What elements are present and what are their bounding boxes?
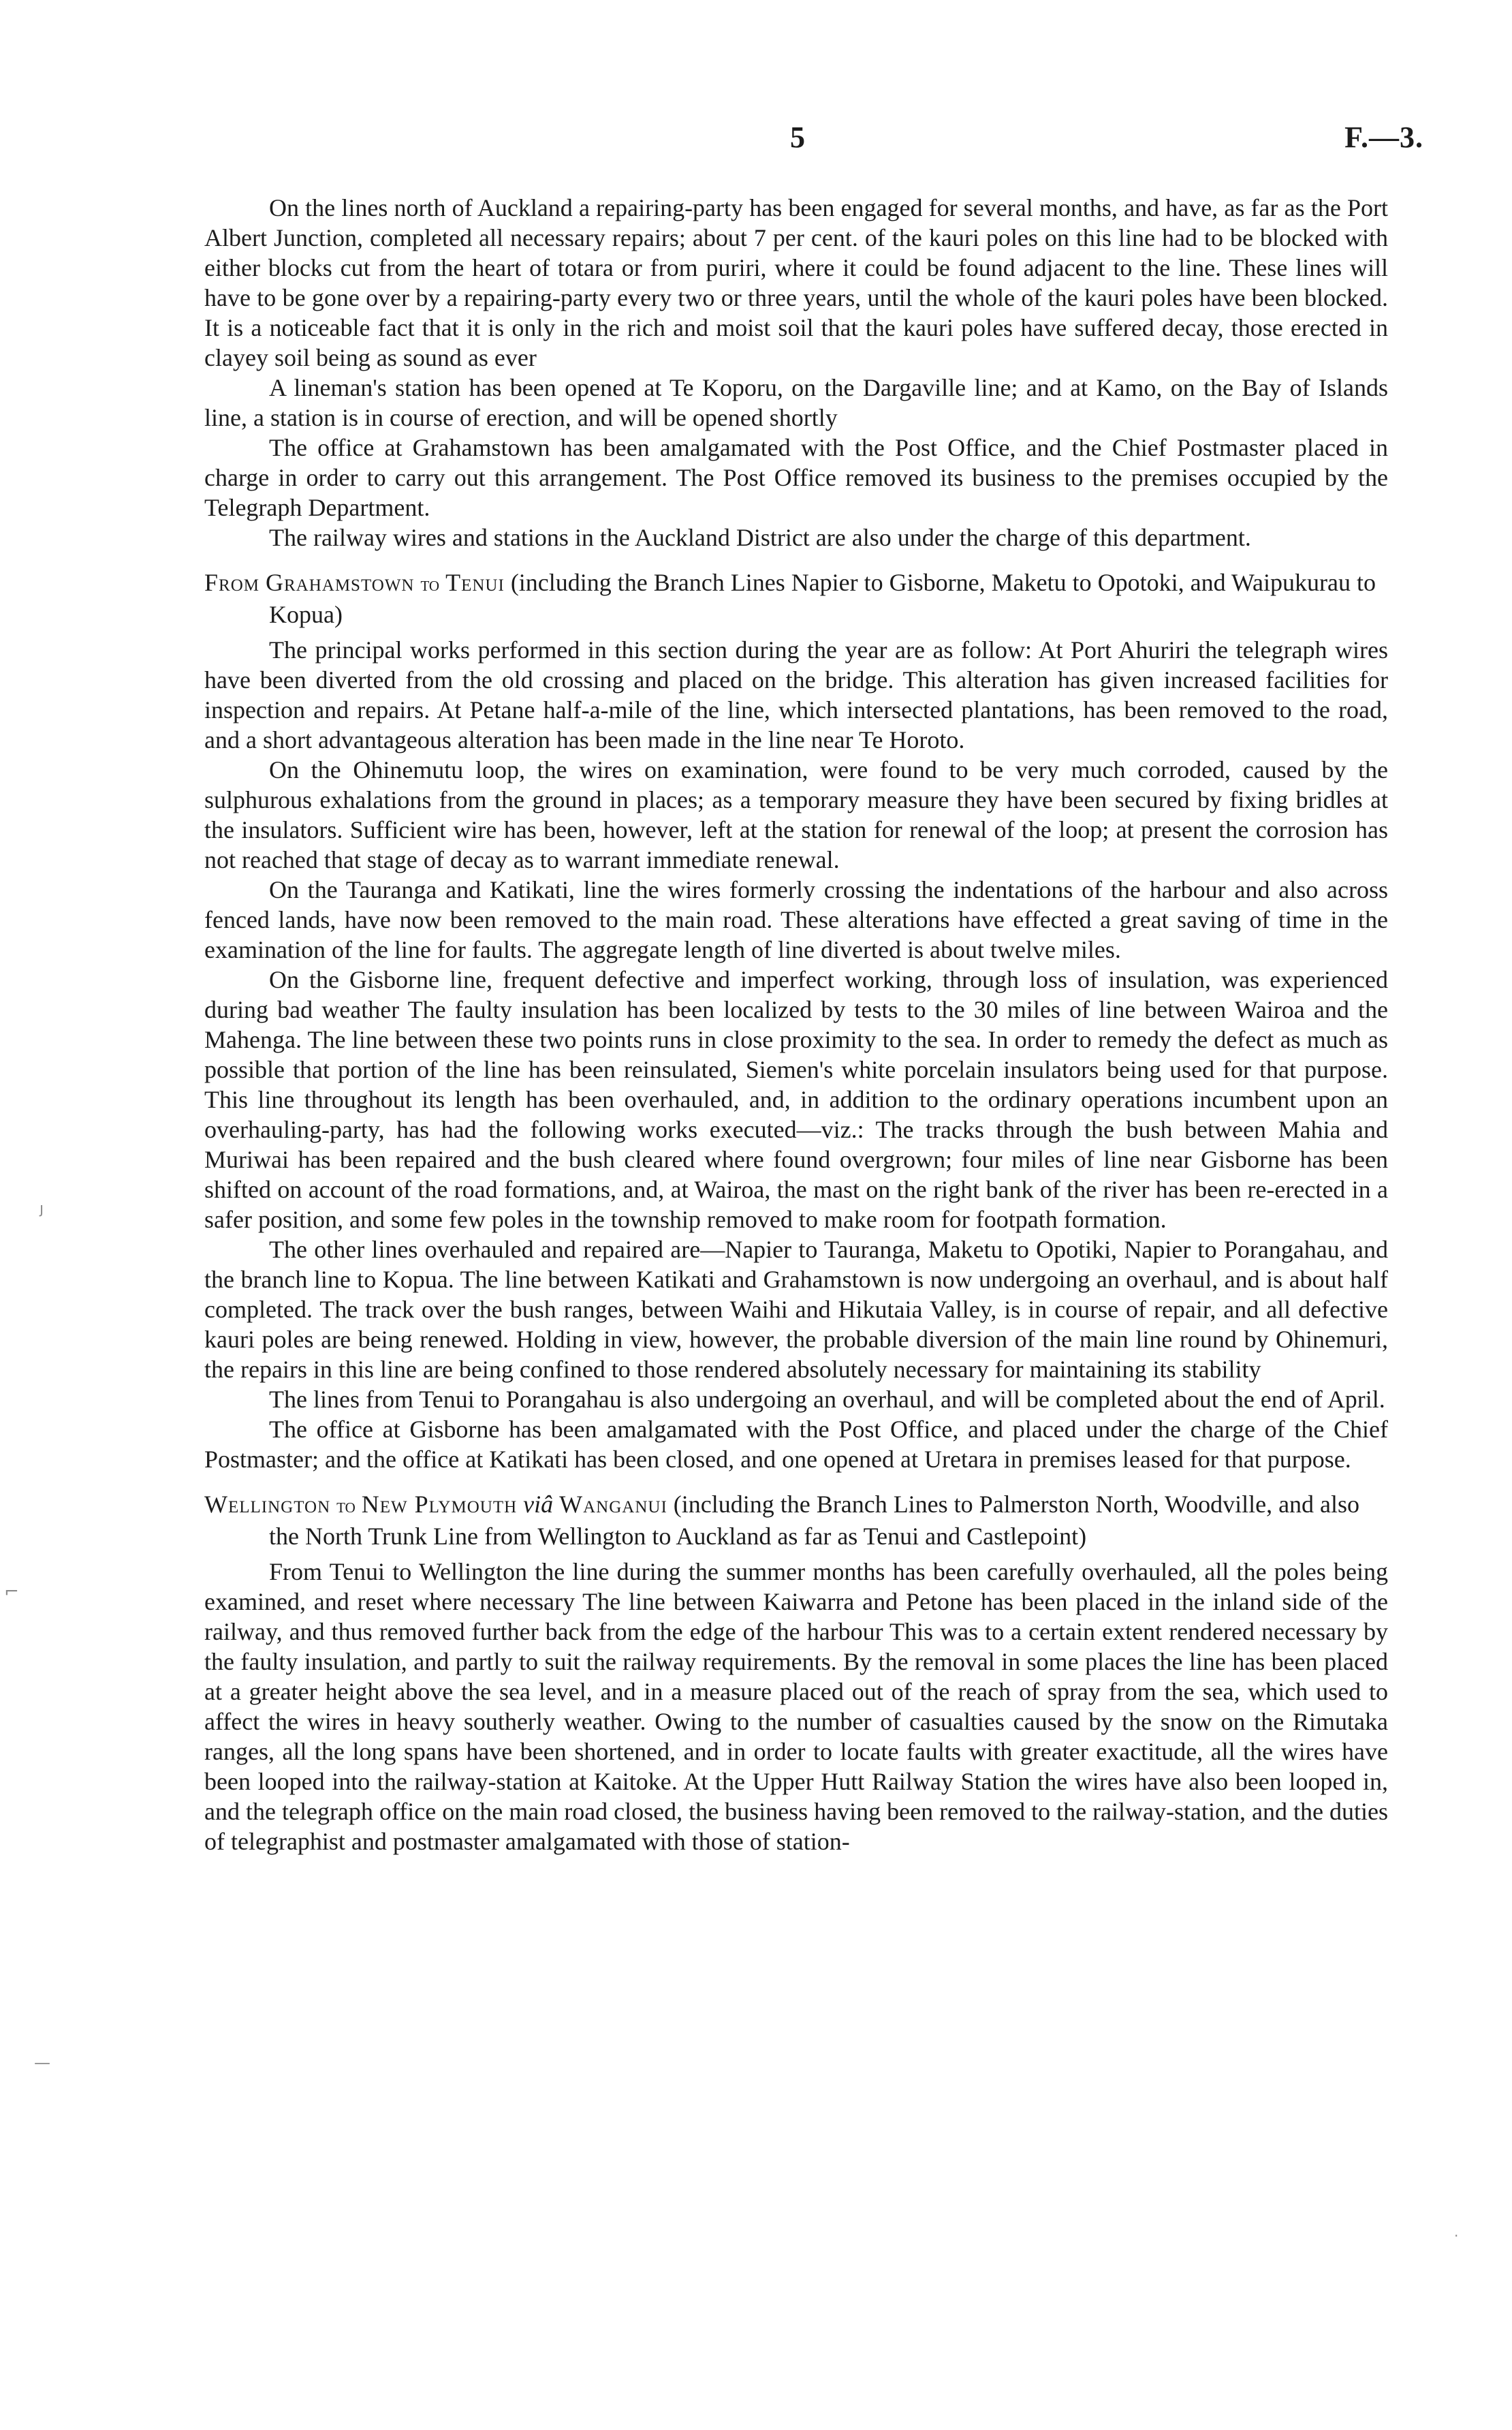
heading-via: viâ — [523, 1491, 554, 1518]
heading-place-tenui: Tenui — [445, 569, 505, 596]
scan-mark-icon: ⌐ — [4, 1582, 19, 1602]
heading-place-wellington: Wellington — [204, 1491, 331, 1518]
paragraph-railway-wires: The railway wires and stations in the Auckland District are also under the charge of this department. — [269, 524, 1251, 551]
paragraph-port-ahuriri: The principal works performed in this section during the year are as follow: At Port Ahuriri the telegraph wires have been diverted from the old crossing and placed on the bridge. This alteration has given increased facilities for inspection and repairs. At Petane half-a-mile of the line, which intersected plantations, has been removed to the road, and a short advantageous alteration has been made in the line near Te Horoto. — [204, 636, 1388, 753]
heading-subtitle: (including the Branch Lines Napier to Gisborne, Maketu to Opotoki, and Waipukurau to Kopua) — [269, 569, 1376, 628]
heading-place-grahamstown: Grahamstown — [265, 569, 415, 596]
paragraph-lineman-station: A lineman's station has been opened at Te Koporu, on the Dargaville line; and at Kamo, on the Bay of Islands line, a station is in course of erection, and will be opened shortly — [204, 374, 1388, 431]
heading-from: From — [204, 569, 259, 596]
heading-to: to — [420, 573, 440, 595]
paragraph-tauranga-katikati: On the Tauranga and Katikati, line the wires formerly crossing the indentations of the harbour and also across fenced lands, have now been removed to the main road. These alterations have effected a great saving of time in the examination of the line for faults. The aggregate length of line diverted is about twelve miles. — [204, 876, 1388, 963]
heading-place-wanganui: Wanganui — [559, 1491, 667, 1518]
paragraph-grahamstown-office: The office at Grahamstown has been amalgamated with the Post Office, and the Chief Postmaster placed in charge in order to carry out this arrangement. The Post Office removed its business to the premises occupied by the Telegraph Department. — [204, 434, 1388, 521]
scan-mark-icon: · — [1454, 2228, 1459, 2244]
paragraph-other-lines: The other lines overhauled and repaired are—Napier to Tauranga, Maketu to Opotiki, Napier to Porangahau, and the branch line to Kopua. The line between Katikati and Grahamstown is now undergoing an overhaul, and is about half completed. The track over the bush ranges, between Waihi and Hikutaia Valley, is in course of repair, and all defective kauri poles are being renewed. Holding in view, however, the probable diversion of the main line round by Ohinemuri, the repairs in this line are being confined to those rendered absolutely necessary for maintaining its stability — [204, 1236, 1388, 1383]
page-number: 5 — [790, 121, 805, 154]
paragraph-tenui-porangahau: The lines from Tenui to Porangahau is also undergoing an overhaul, and will be completed about the end of April. — [269, 1386, 1385, 1413]
paragraph-tenui-wellington: From Tenui to Wellington the line during the summer months has been carefully overhauled, all the poles being examined, and reset where necessary The line between Kaiwarra and Petone has been placed in the inland side of the railway, and thus removed further back from the edge of the harbour This was to a certain extent rendered necessary by the faulty insulation, and partly to suit the railway requirements. By the removal in some places the line has been placed at a greater height above the sea level, and in a measure placed out of the reach of spray from the sea, which used to affect the wires in heavy southerly weather. Owing to the number of casualties caused by the snow on the Rimutaka ranges, all the long spans have been shortened, and in order to locate faults with greater exactitude, all the wires have been looped into the railway-station at Kaitoke. At the Upper Hutt Railway Station the wires have also been looped in, and the telegraph office on the main road closed, the business having been removed to the railway-station, and the duties of telegraphist and postmaster amalgamated with those of station- — [204, 1558, 1388, 1855]
paragraph-gisborne-office: The office at Gisborne has been amalgamated with the Post Office, and placed under the charge of the Chief Postmaster; and the office at Katikati has been closed, and one opened at Uretara in premises leased for that purpose. — [204, 1416, 1388, 1473]
paragraph-gisborne-line: On the Gisborne line, frequent defective and imperfect working, through loss of insulation, was experienced during bad weather The faulty insulation has been localized by tests to the 30 miles of line between Wairoa and the Mahenga. The line between these two points runs in close proximity to the sea. In order to remedy the defect as much as possible that portion of the line has been reinsulated, Siemen's white porcelain insulators being used for that purpose. This line throughout its length has been overhauled, and, in addition to the ordinary operations incumbent upon an overhauling-party, has had the following works executed—viz.: The tracks through the bush between Mahia and Muriwai has been repaired and the bush cleared where found overgrown; four miles of line near Gisborne has been shifted on account of the road formations, and, at Wairoa, the mast on the right bank of the river has been re-erected in a safer position, and some few poles in the township removed to make room for footpath formation. — [204, 966, 1388, 1233]
heading-to: to — [336, 1495, 356, 1517]
paragraph-ohinemutu-loop: On the Ohinemutu loop, the wires on examination, were found to be very much corroded, caused by the sulphurous exhalations from the ground in places; as a temporary measure they have been secured by fixing bridles at the insulators. Sufficient wire has been, however, left at the station for renewal of the loop; at present the corrosion has not reached that stage of decay as to warrant immediate renewal. — [204, 756, 1388, 873]
heading-subtitle: (including the Branch Lines to Palmerston North, Woodville, and also the North Trunk Line from Wellington to Auckland as far as Tenui and Castlepoint) — [269, 1491, 1360, 1550]
heading-place-new-plymouth: New Plymouth — [361, 1491, 518, 1518]
section-heading-wellington-new-plymouth — [204, 1489, 1388, 1551]
scan-mark-icon: — — [34, 2053, 50, 2072]
body-text — [204, 193, 1388, 1856]
document-reference: F.—3. — [1344, 121, 1423, 154]
section-heading-grahamstown-tenui — [204, 567, 1388, 629]
paragraph-auckland-repairs: On the lines north of Auckland a repairing-party has been engaged for several months, and have, as far as the Port Albert Junction, completed all necessary repairs; about 7 per cent. of the kauri poles on this line had to be blocked with either blocks cut from the heart of totara or from puriri, where it could be found adjacent to the line. These lines will have to be gone over by a repairing-party every two or three years, until the whole of the kauri poles have been blocked. It is a noticeable fact that it is only in the rich and moist soil that the kauri poles have suffered decay, those erected in clayey soil being as sound as ever — [204, 194, 1388, 371]
page-header — [204, 120, 1423, 161]
scan-mark-icon: ȷ — [40, 1200, 44, 1217]
